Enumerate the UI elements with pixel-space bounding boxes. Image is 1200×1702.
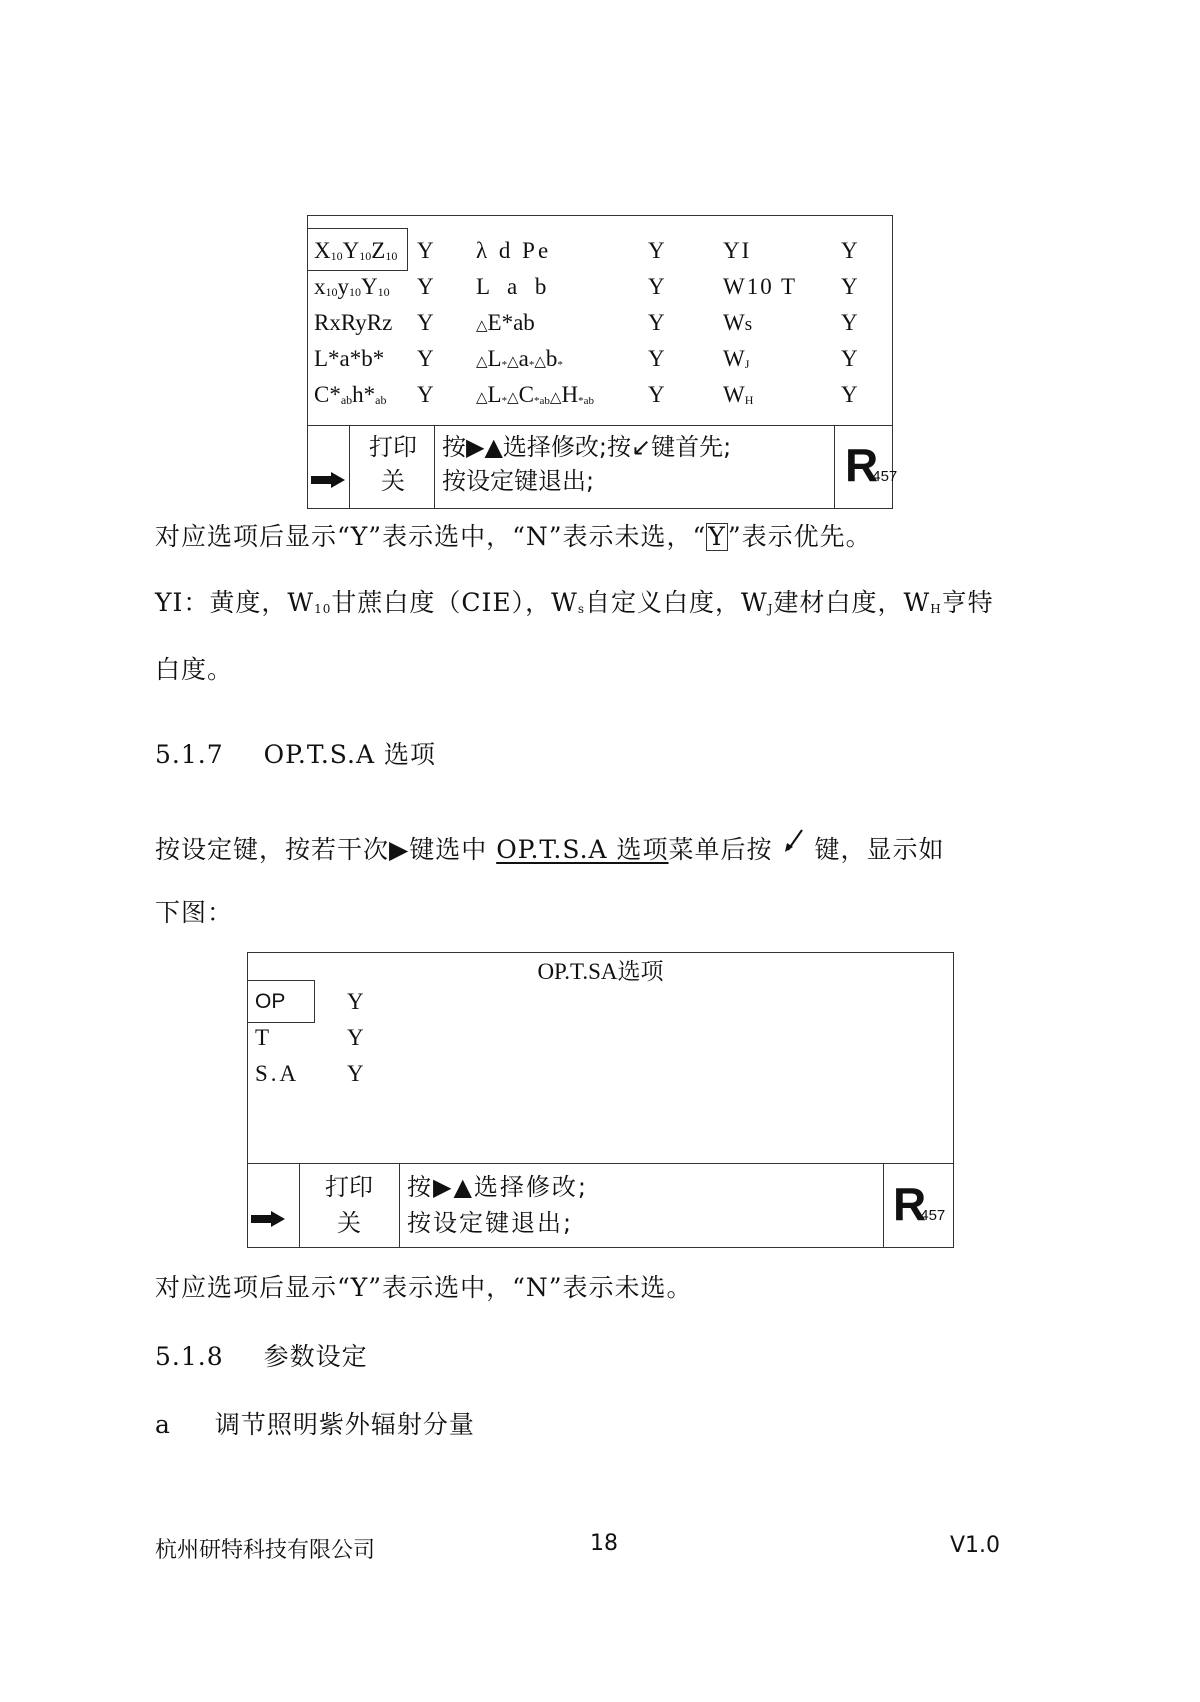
divider <box>834 425 835 509</box>
divider <box>299 1163 300 1247</box>
arrow-right-icon <box>311 472 345 488</box>
option-value: Y <box>648 274 665 299</box>
option-label: Ws <box>723 310 753 335</box>
divider <box>349 425 350 509</box>
option-value: Y <box>347 989 364 1014</box>
option-value: Y <box>417 346 434 371</box>
paragraph-legend: 对应选项后显示“Y”表示选中，“N”表示未选，“Y”表示优先。 <box>155 522 872 551</box>
option-label: λ d Pe <box>476 238 552 263</box>
option-value: Y <box>648 238 665 263</box>
paragraph-instructions-continuation: 下图： <box>155 898 234 927</box>
section-heading-5-1-8: 5.1.8 参数设定 <box>155 1342 368 1371</box>
footer-company: 杭州研特科技有限公司 <box>155 1538 376 1563</box>
option-value: Y <box>841 310 858 335</box>
option-label: S.A <box>255 1061 300 1086</box>
option-label: x10y10Y10 <box>314 274 390 299</box>
lcd-screen-display-options <box>307 215 898 509</box>
option-value: Y <box>417 274 434 299</box>
option-value: Y <box>417 238 434 263</box>
option-value: Y <box>347 1061 364 1086</box>
option-label: L a b <box>476 274 553 299</box>
divider <box>248 1163 953 1164</box>
option-label: YI <box>723 238 752 263</box>
divider <box>434 425 435 509</box>
section-heading-5-1-7: 5.1.7 OP.T.S.A 选项 <box>155 740 436 769</box>
option-value: Y <box>417 310 434 335</box>
print-status-label: 打印 关 <box>325 1173 373 1237</box>
list-item-a: a 调节照明紫外辐射分量 <box>155 1410 475 1439</box>
hint-text: 按▶▲选择修改; 按设定键退出; <box>407 1173 588 1237</box>
option-label: T <box>255 1025 270 1050</box>
menu-reference-link: OP.T.S.A 选项 <box>496 835 669 864</box>
r457-logo: R457 <box>845 439 898 491</box>
option-value: Y <box>841 274 858 299</box>
option-value: Y <box>648 346 665 371</box>
screen-title: OP.T.SA选项 <box>537 959 664 984</box>
divider <box>399 1163 400 1247</box>
option-label: OP <box>255 990 286 1013</box>
option-value: Y <box>841 238 858 263</box>
option-label: WJ <box>723 346 750 371</box>
option-label: X10Y10Z10 <box>314 238 398 263</box>
option-value: Y <box>648 310 665 335</box>
option-label: RxRyRz <box>314 310 393 335</box>
footer-page-number: 18 <box>590 1531 618 1556</box>
option-value: Y <box>347 1025 364 1050</box>
footer-version: V1.0 <box>950 1533 1001 1558</box>
print-status-label: 打印 关 <box>369 433 417 495</box>
enter-key-icon <box>782 828 806 854</box>
r457-logo: R457 <box>893 1178 946 1230</box>
option-value: Y <box>841 382 858 407</box>
option-value: Y <box>841 346 858 371</box>
option-label: △L*△a*△b* <box>476 346 563 371</box>
option-label: △L*△C*ab△H*ab <box>476 382 594 407</box>
option-value: Y <box>648 382 665 407</box>
option-label: L*a*b* <box>314 346 385 371</box>
option-label: W10 T <box>723 274 798 299</box>
option-label: WH <box>723 382 754 407</box>
paragraph-continuation: 白度。 <box>155 655 234 684</box>
paragraph-whiteness-definitions: YI：黄度，W10甘蔗白度（CIE），Ws自定义白度，WJ建材白度，WH亨特 <box>155 588 994 617</box>
arrow-right-icon <box>251 1211 285 1227</box>
hint-text: 按▶▲选择修改;按↙键首先; 按设定键退出; <box>442 433 732 495</box>
option-label: C*abh*ab <box>314 382 387 407</box>
option-value: Y <box>417 382 434 407</box>
divider <box>308 425 892 426</box>
lcd-screen-optsa-options <box>247 952 954 1248</box>
paragraph-legend-2: 对应选项后显示“Y”表示选中，“N”表示未选。 <box>155 1273 693 1302</box>
divider <box>883 1163 884 1247</box>
option-label: △E*ab <box>476 310 535 335</box>
paragraph-instructions: 按设定键，按若干次▶键选中 OP.T.S.A 选项菜单后按 键，显示如 <box>155 828 944 865</box>
